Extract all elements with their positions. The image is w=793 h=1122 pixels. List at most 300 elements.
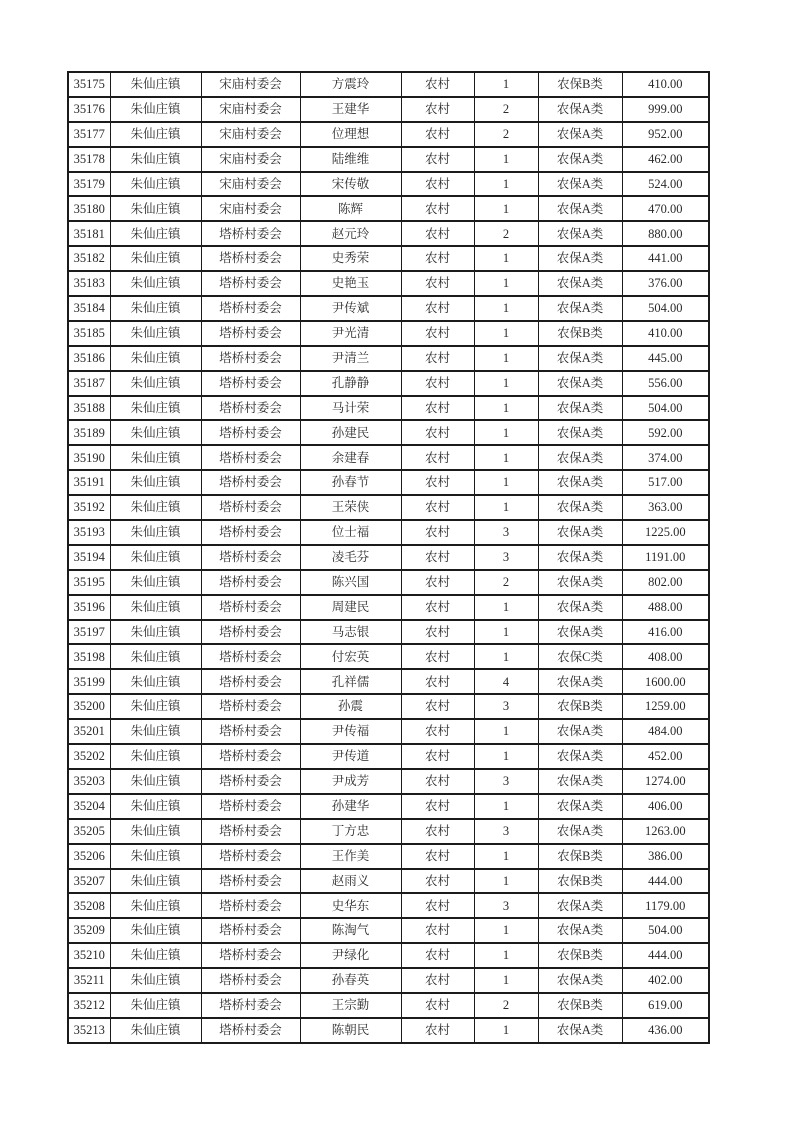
household-type-cell: 农村	[401, 794, 474, 819]
town-cell: 朱仙庄镇	[110, 172, 201, 197]
person-count-cell: 2	[474, 122, 538, 147]
town-cell: 朱仙庄镇	[110, 794, 201, 819]
amount-cell: 441.00	[622, 246, 709, 271]
amount-cell: 406.00	[622, 794, 709, 819]
table-row	[68, 371, 709, 396]
record-number-cell: 35207	[68, 869, 110, 894]
insurance-category-cell: 农保C类	[538, 644, 622, 669]
person-count-cell: 2	[474, 97, 538, 122]
amount-cell: 1179.00	[622, 893, 709, 918]
household-type-cell: 农村	[401, 644, 474, 669]
table-row	[68, 122, 709, 147]
person-count-cell: 3	[474, 694, 538, 719]
village-committee-cell: 塔桥村委会	[201, 570, 300, 595]
village-committee-cell: 宋庙村委会	[201, 196, 300, 221]
table-row	[68, 346, 709, 371]
town-cell: 朱仙庄镇	[110, 495, 201, 520]
insurance-category-cell: 农保B类	[538, 993, 622, 1018]
household-type-cell: 农村	[401, 271, 474, 296]
person-name-cell: 马志银	[300, 620, 401, 645]
person-count-cell: 1	[474, 1018, 538, 1043]
insurance-category-cell: 农保A类	[538, 968, 622, 993]
record-number-cell: 35208	[68, 893, 110, 918]
table-row	[68, 97, 709, 122]
amount-cell: 445.00	[622, 346, 709, 371]
record-number-cell: 35175	[68, 72, 110, 97]
village-committee-cell: 宋庙村委会	[201, 172, 300, 197]
insurance-category-cell: 农保B类	[538, 694, 622, 719]
person-count-cell: 1	[474, 620, 538, 645]
table-row	[68, 669, 709, 694]
person-name-cell: 陈朝民	[300, 1018, 401, 1043]
person-name-cell: 尹清兰	[300, 346, 401, 371]
insurance-category-cell: 农保A类	[538, 172, 622, 197]
village-committee-cell: 塔桥村委会	[201, 893, 300, 918]
table-row	[68, 595, 709, 620]
village-committee-cell: 塔桥村委会	[201, 445, 300, 470]
record-number-cell: 35185	[68, 321, 110, 346]
insurance-category-cell: 农保A类	[538, 545, 622, 570]
person-name-cell: 史秀荣	[300, 246, 401, 271]
person-name-cell: 陆维维	[300, 147, 401, 172]
village-committee-cell: 塔桥村委会	[201, 844, 300, 869]
insurance-category-cell: 农保A类	[538, 769, 622, 794]
table-row	[68, 396, 709, 421]
person-name-cell: 陈辉	[300, 196, 401, 221]
person-name-cell: 王建华	[300, 97, 401, 122]
insurance-category-cell: 农保A类	[538, 396, 622, 421]
person-count-cell: 1	[474, 196, 538, 221]
household-type-cell: 农村	[401, 196, 474, 221]
person-name-cell: 孙建华	[300, 794, 401, 819]
table-row	[68, 694, 709, 719]
insurance-category-cell: 农保A类	[538, 371, 622, 396]
town-cell: 朱仙庄镇	[110, 97, 201, 122]
insurance-category-cell: 农保A类	[538, 570, 622, 595]
person-count-cell: 1	[474, 495, 538, 520]
village-committee-cell: 塔桥村委会	[201, 769, 300, 794]
record-number-cell: 35199	[68, 669, 110, 694]
table-row	[68, 470, 709, 495]
village-committee-cell: 塔桥村委会	[201, 420, 300, 445]
town-cell: 朱仙庄镇	[110, 396, 201, 421]
town-cell: 朱仙庄镇	[110, 246, 201, 271]
amount-cell: 488.00	[622, 595, 709, 620]
table-row	[68, 321, 709, 346]
amount-cell: 880.00	[622, 221, 709, 246]
person-count-cell: 2	[474, 993, 538, 1018]
town-cell: 朱仙庄镇	[110, 644, 201, 669]
village-committee-cell: 塔桥村委会	[201, 1018, 300, 1043]
amount-cell: 592.00	[622, 420, 709, 445]
person-count-cell: 1	[474, 644, 538, 669]
household-type-cell: 农村	[401, 172, 474, 197]
insurance-category-cell: 农保A类	[538, 595, 622, 620]
insurance-category-cell: 农保A类	[538, 794, 622, 819]
town-cell: 朱仙庄镇	[110, 819, 201, 844]
household-type-cell: 农村	[401, 445, 474, 470]
village-committee-cell: 塔桥村委会	[201, 620, 300, 645]
village-committee-cell: 塔桥村委会	[201, 246, 300, 271]
table-row	[68, 893, 709, 918]
record-number-cell: 35205	[68, 819, 110, 844]
household-type-cell: 农村	[401, 147, 474, 172]
insurance-category-cell: 农保A类	[538, 495, 622, 520]
town-cell: 朱仙庄镇	[110, 844, 201, 869]
town-cell: 朱仙庄镇	[110, 893, 201, 918]
record-number-cell: 35196	[68, 595, 110, 620]
village-committee-cell: 宋庙村委会	[201, 122, 300, 147]
amount-cell: 444.00	[622, 869, 709, 894]
insurance-category-cell: 农保B类	[538, 321, 622, 346]
record-number-cell: 35188	[68, 396, 110, 421]
insurance-category-cell: 农保A类	[538, 296, 622, 321]
amount-cell: 504.00	[622, 396, 709, 421]
person-name-cell: 王作美	[300, 844, 401, 869]
town-cell: 朱仙庄镇	[110, 196, 201, 221]
person-name-cell: 宋传敬	[300, 172, 401, 197]
amount-cell: 408.00	[622, 644, 709, 669]
insurance-category-cell: 农保A类	[538, 669, 622, 694]
insurance-category-cell: 农保A类	[538, 1018, 622, 1043]
village-committee-cell: 塔桥村委会	[201, 495, 300, 520]
insurance-category-cell: 农保A类	[538, 445, 622, 470]
insurance-category-cell: 农保B类	[538, 869, 622, 894]
household-type-cell: 农村	[401, 968, 474, 993]
village-committee-cell: 宋庙村委会	[201, 97, 300, 122]
insurance-category-cell: 农保B类	[538, 72, 622, 97]
town-cell: 朱仙庄镇	[110, 520, 201, 545]
amount-cell: 444.00	[622, 943, 709, 968]
household-type-cell: 农村	[401, 943, 474, 968]
village-committee-cell: 塔桥村委会	[201, 943, 300, 968]
person-name-cell: 孔静静	[300, 371, 401, 396]
table-row	[68, 719, 709, 744]
town-cell: 朱仙庄镇	[110, 72, 201, 97]
record-number-cell: 35176	[68, 97, 110, 122]
town-cell: 朱仙庄镇	[110, 122, 201, 147]
amount-cell: 1600.00	[622, 669, 709, 694]
record-number-cell: 35183	[68, 271, 110, 296]
town-cell: 朱仙庄镇	[110, 570, 201, 595]
record-number-cell: 35192	[68, 495, 110, 520]
insurance-category-cell: 农保A类	[538, 346, 622, 371]
record-number-cell: 35197	[68, 620, 110, 645]
person-count-cell: 2	[474, 570, 538, 595]
record-number-cell: 35182	[68, 246, 110, 271]
person-count-cell: 2	[474, 221, 538, 246]
household-type-cell: 农村	[401, 72, 474, 97]
amount-cell: 504.00	[622, 918, 709, 943]
person-count-cell: 1	[474, 445, 538, 470]
person-name-cell: 孔祥儒	[300, 669, 401, 694]
person-count-cell: 1	[474, 470, 538, 495]
amount-cell: 517.00	[622, 470, 709, 495]
village-committee-cell: 塔桥村委会	[201, 744, 300, 769]
table-row	[68, 495, 709, 520]
record-number-cell: 35202	[68, 744, 110, 769]
village-committee-cell: 塔桥村委会	[201, 221, 300, 246]
insurance-category-cell: 农保A类	[538, 97, 622, 122]
table-row	[68, 296, 709, 321]
village-committee-cell: 塔桥村委会	[201, 520, 300, 545]
table-row	[68, 445, 709, 470]
insurance-category-cell: 农保A类	[538, 520, 622, 545]
village-committee-cell: 塔桥村委会	[201, 719, 300, 744]
person-count-cell: 1	[474, 719, 538, 744]
town-cell: 朱仙庄镇	[110, 943, 201, 968]
household-type-cell: 农村	[401, 246, 474, 271]
record-number-cell: 35184	[68, 296, 110, 321]
person-count-cell: 1	[474, 844, 538, 869]
household-type-cell: 农村	[401, 669, 474, 694]
town-cell: 朱仙庄镇	[110, 620, 201, 645]
insurance-category-cell: 农保A类	[538, 893, 622, 918]
insurance-category-cell: 农保A类	[538, 719, 622, 744]
table-body	[68, 72, 709, 1043]
person-name-cell: 孙建民	[300, 420, 401, 445]
person-count-cell: 1	[474, 595, 538, 620]
household-type-cell: 农村	[401, 545, 474, 570]
person-count-cell: 1	[474, 246, 538, 271]
record-number-cell: 35190	[68, 445, 110, 470]
insurance-category-cell: 农保A类	[538, 620, 622, 645]
village-committee-cell: 塔桥村委会	[201, 794, 300, 819]
amount-cell: 402.00	[622, 968, 709, 993]
record-number-cell: 35179	[68, 172, 110, 197]
table-row	[68, 794, 709, 819]
record-number-cell: 35193	[68, 520, 110, 545]
town-cell: 朱仙庄镇	[110, 595, 201, 620]
person-name-cell: 余建春	[300, 445, 401, 470]
person-count-cell: 1	[474, 918, 538, 943]
person-count-cell: 1	[474, 147, 538, 172]
person-name-cell: 孙震	[300, 694, 401, 719]
table-row	[68, 520, 709, 545]
person-count-cell: 1	[474, 943, 538, 968]
record-number-cell: 35191	[68, 470, 110, 495]
household-type-cell: 农村	[401, 993, 474, 1018]
table-row	[68, 545, 709, 570]
person-count-cell: 1	[474, 869, 538, 894]
household-type-cell: 农村	[401, 97, 474, 122]
person-name-cell: 陈淘气	[300, 918, 401, 943]
village-committee-cell: 塔桥村委会	[201, 296, 300, 321]
village-committee-cell: 塔桥村委会	[201, 371, 300, 396]
town-cell: 朱仙庄镇	[110, 147, 201, 172]
household-type-cell: 农村	[401, 769, 474, 794]
town-cell: 朱仙庄镇	[110, 694, 201, 719]
town-cell: 朱仙庄镇	[110, 221, 201, 246]
person-name-cell: 孙春英	[300, 968, 401, 993]
person-count-cell: 1	[474, 271, 538, 296]
record-number-cell: 35189	[68, 420, 110, 445]
record-number-cell: 35209	[68, 918, 110, 943]
amount-cell: 436.00	[622, 1018, 709, 1043]
village-committee-cell: 塔桥村委会	[201, 993, 300, 1018]
village-committee-cell: 塔桥村委会	[201, 669, 300, 694]
record-number-cell: 35213	[68, 1018, 110, 1043]
person-name-cell: 赵元玲	[300, 221, 401, 246]
village-committee-cell: 塔桥村委会	[201, 819, 300, 844]
village-committee-cell: 塔桥村委会	[201, 346, 300, 371]
person-count-cell: 4	[474, 669, 538, 694]
amount-cell: 999.00	[622, 97, 709, 122]
household-type-cell: 农村	[401, 744, 474, 769]
record-number-cell: 35195	[68, 570, 110, 595]
person-count-cell: 3	[474, 893, 538, 918]
person-name-cell: 孙春节	[300, 470, 401, 495]
village-committee-cell: 塔桥村委会	[201, 545, 300, 570]
town-cell: 朱仙庄镇	[110, 1018, 201, 1043]
household-type-cell: 农村	[401, 371, 474, 396]
village-committee-cell: 塔桥村委会	[201, 968, 300, 993]
insurance-category-cell: 农保A类	[538, 744, 622, 769]
amount-cell: 376.00	[622, 271, 709, 296]
table-row	[68, 943, 709, 968]
person-count-cell: 1	[474, 172, 538, 197]
record-number-cell: 35206	[68, 844, 110, 869]
record-number-cell: 35203	[68, 769, 110, 794]
amount-cell: 470.00	[622, 196, 709, 221]
table-row	[68, 172, 709, 197]
insurance-category-cell: 农保B类	[538, 943, 622, 968]
amount-cell: 556.00	[622, 371, 709, 396]
household-type-cell: 农村	[401, 719, 474, 744]
table-row	[68, 420, 709, 445]
town-cell: 朱仙庄镇	[110, 296, 201, 321]
table-row	[68, 644, 709, 669]
amount-cell: 952.00	[622, 122, 709, 147]
person-name-cell: 王宗勤	[300, 993, 401, 1018]
household-type-cell: 农村	[401, 844, 474, 869]
insurance-category-cell: 农保A类	[538, 246, 622, 271]
town-cell: 朱仙庄镇	[110, 371, 201, 396]
person-name-cell: 丁方忠	[300, 819, 401, 844]
town-cell: 朱仙庄镇	[110, 321, 201, 346]
insurance-category-cell: 农保A类	[538, 271, 622, 296]
amount-cell: 374.00	[622, 445, 709, 470]
record-number-cell: 35204	[68, 794, 110, 819]
amount-cell: 410.00	[622, 72, 709, 97]
insurance-category-cell: 农保A类	[538, 819, 622, 844]
insurance-category-cell: 农保A类	[538, 196, 622, 221]
person-count-cell: 1	[474, 371, 538, 396]
table-row	[68, 869, 709, 894]
amount-cell: 462.00	[622, 147, 709, 172]
amount-cell: 416.00	[622, 620, 709, 645]
village-committee-cell: 塔桥村委会	[201, 595, 300, 620]
household-type-cell: 农村	[401, 495, 474, 520]
person-count-cell: 3	[474, 769, 538, 794]
town-cell: 朱仙庄镇	[110, 470, 201, 495]
household-type-cell: 农村	[401, 221, 474, 246]
amount-cell: 524.00	[622, 172, 709, 197]
person-name-cell: 尹成芳	[300, 769, 401, 794]
table-row	[68, 844, 709, 869]
amount-cell: 452.00	[622, 744, 709, 769]
person-name-cell: 尹传福	[300, 719, 401, 744]
household-type-cell: 农村	[401, 396, 474, 421]
insurance-category-cell: 农保A类	[538, 918, 622, 943]
person-name-cell: 史艳玉	[300, 271, 401, 296]
person-count-cell: 1	[474, 420, 538, 445]
household-type-cell: 农村	[401, 893, 474, 918]
person-name-cell: 位理想	[300, 122, 401, 147]
amount-cell: 802.00	[622, 570, 709, 595]
person-name-cell: 尹绿化	[300, 943, 401, 968]
town-cell: 朱仙庄镇	[110, 869, 201, 894]
amount-cell: 619.00	[622, 993, 709, 1018]
record-number-cell: 35178	[68, 147, 110, 172]
town-cell: 朱仙庄镇	[110, 993, 201, 1018]
person-count-cell: 1	[474, 296, 538, 321]
town-cell: 朱仙庄镇	[110, 346, 201, 371]
record-number-cell: 35187	[68, 371, 110, 396]
household-type-cell: 农村	[401, 346, 474, 371]
village-committee-cell: 宋庙村委会	[201, 72, 300, 97]
person-count-cell: 3	[474, 545, 538, 570]
household-type-cell: 农村	[401, 321, 474, 346]
amount-cell: 1225.00	[622, 520, 709, 545]
town-cell: 朱仙庄镇	[110, 445, 201, 470]
household-type-cell: 农村	[401, 819, 474, 844]
table-row	[68, 769, 709, 794]
village-committee-cell: 塔桥村委会	[201, 869, 300, 894]
village-committee-cell: 塔桥村委会	[201, 644, 300, 669]
insurance-category-cell: 农保B类	[538, 844, 622, 869]
town-cell: 朱仙庄镇	[110, 719, 201, 744]
household-type-cell: 农村	[401, 694, 474, 719]
household-type-cell: 农村	[401, 420, 474, 445]
person-name-cell: 陈兴国	[300, 570, 401, 595]
town-cell: 朱仙庄镇	[110, 420, 201, 445]
table-row	[68, 968, 709, 993]
village-committee-cell: 塔桥村委会	[201, 694, 300, 719]
town-cell: 朱仙庄镇	[110, 545, 201, 570]
amount-cell: 1263.00	[622, 819, 709, 844]
amount-cell: 363.00	[622, 495, 709, 520]
household-type-cell: 农村	[401, 1018, 474, 1043]
record-number-cell: 35210	[68, 943, 110, 968]
household-type-cell: 农村	[401, 595, 474, 620]
record-number-cell: 35177	[68, 122, 110, 147]
town-cell: 朱仙庄镇	[110, 769, 201, 794]
household-type-cell: 农村	[401, 570, 474, 595]
record-number-cell: 35181	[68, 221, 110, 246]
record-number-cell: 35194	[68, 545, 110, 570]
record-number-cell: 35200	[68, 694, 110, 719]
table-row	[68, 271, 709, 296]
person-name-cell: 凌毛芬	[300, 545, 401, 570]
village-committee-cell: 塔桥村委会	[201, 321, 300, 346]
table-row	[68, 744, 709, 769]
amount-cell: 410.00	[622, 321, 709, 346]
town-cell: 朱仙庄镇	[110, 669, 201, 694]
record-number-cell: 35201	[68, 719, 110, 744]
village-committee-cell: 塔桥村委会	[201, 470, 300, 495]
person-count-cell: 1	[474, 794, 538, 819]
table-row	[68, 246, 709, 271]
person-count-cell: 1	[474, 321, 538, 346]
person-count-cell: 1	[474, 968, 538, 993]
household-type-cell: 农村	[401, 620, 474, 645]
record-number-cell: 35186	[68, 346, 110, 371]
person-name-cell: 周建民	[300, 595, 401, 620]
town-cell: 朱仙庄镇	[110, 968, 201, 993]
insurance-category-cell: 农保A类	[538, 420, 622, 445]
table-row	[68, 570, 709, 595]
